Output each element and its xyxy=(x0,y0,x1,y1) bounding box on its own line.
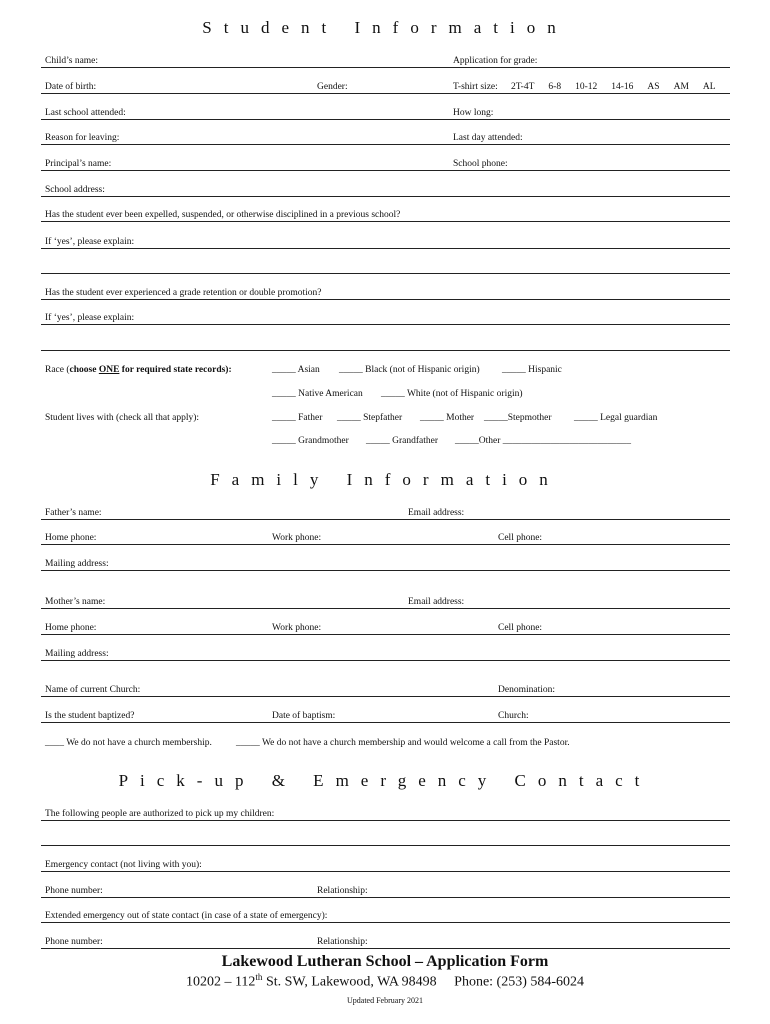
pickup-emergency-heading: Pick-up & Emergency Contact xyxy=(118,771,652,790)
school-address-field[interactable] xyxy=(41,196,730,197)
child-name-label: Child’s name: xyxy=(45,56,99,66)
tshirt-option[interactable]: 2T-4T xyxy=(511,82,535,92)
no-membership-option[interactable]: ____ We do not have a church membership. xyxy=(45,738,212,748)
explain-label-2: If ‘yes’, please explain: xyxy=(45,313,135,323)
authorized-pickup-field-2[interactable] xyxy=(41,845,730,846)
tshirt-option[interactable]: 10-12 xyxy=(575,82,598,92)
retention-question: Has the student ever experienced a grade retention or double promotion? xyxy=(45,288,322,298)
emergency-phone-field[interactable] xyxy=(41,897,730,898)
extended-contact-field[interactable] xyxy=(41,922,730,923)
extended-phone-field[interactable] xyxy=(41,948,730,949)
lives-stepfather[interactable]: _____ Stepfather xyxy=(337,413,403,423)
expelled-question: Has the student ever been expelled, suspended, or otherwise disciplined in a previous school? xyxy=(45,210,401,220)
explain-field-1[interactable] xyxy=(41,248,730,249)
last-school-label: Last school attended: xyxy=(45,108,126,118)
explain-field-2[interactable] xyxy=(41,324,730,325)
extended-phone-label: Phone number: xyxy=(45,937,103,947)
explain-label-1: If ‘yes’, please explain: xyxy=(45,237,135,247)
last-day-label: Last day attended: xyxy=(453,133,523,143)
lives-stepmother[interactable]: _____Stepmother xyxy=(484,413,552,423)
authorized-pickup-field[interactable] xyxy=(41,820,730,821)
emergency-relationship-label: Relationship: xyxy=(317,886,368,896)
expelled-field[interactable] xyxy=(41,221,730,222)
father-name-label: Father’s name: xyxy=(45,508,102,518)
tshirt-option[interactable]: 14-16 xyxy=(611,82,634,92)
student-information-heading: Student Information xyxy=(202,18,568,37)
footer-updated: Updated February 2021 xyxy=(347,996,423,1005)
authorized-pickup-label: The following people are authorized to pick up my children: xyxy=(45,809,275,819)
tshirt-option[interactable]: 6-8 xyxy=(548,82,562,92)
reason-leaving-label: Reason for leaving: xyxy=(45,133,120,143)
explain-field-2b[interactable] xyxy=(41,350,730,351)
footer-phone: Phone: (253) 584-6024 xyxy=(454,974,585,990)
tshirt-size-options[interactable] xyxy=(511,81,716,93)
principal-name-field[interactable] xyxy=(41,170,730,171)
father-mailing-field[interactable] xyxy=(41,570,730,571)
mother-name-field[interactable] xyxy=(41,608,730,609)
mother-mailing-label: Mailing address: xyxy=(45,649,109,659)
mother-mailing-field[interactable] xyxy=(41,660,730,661)
no-membership-call-option[interactable]: _____ We do not have a church membership and would welcome a call from the Pastor. xyxy=(236,738,570,748)
application-grade-label: Application for grade: xyxy=(453,56,538,66)
gender-label: Gender: xyxy=(317,82,348,92)
tshirt-size-label: T-shirt size: xyxy=(453,82,498,92)
mother-name-label: Mother’s name: xyxy=(45,597,106,607)
father-mailing-label: Mailing address: xyxy=(45,559,109,569)
father-home-phone-label: Home phone: xyxy=(45,533,97,543)
race-option-asian[interactable]: _____ Asian xyxy=(272,365,320,375)
emergency-contact-field[interactable] xyxy=(41,871,730,872)
lives-with-label: Student lives with (check all that apply): xyxy=(45,413,200,423)
father-cell-phone-label: Cell phone: xyxy=(498,533,543,543)
emergency-contact-label: Emergency contact (not living with you): xyxy=(45,860,202,870)
footer-address: 10202 – 112th St. SW, Lakewood, WA 98498 Phone: (253) 584-6024 xyxy=(185,972,585,990)
lives-legal-guardian[interactable]: _____ Legal guardian xyxy=(574,413,658,423)
dob-label: Date of birth: xyxy=(45,82,97,92)
retention-field[interactable] xyxy=(41,299,730,300)
baptism-field[interactable] xyxy=(41,722,730,723)
extended-contact-label: Extended emergency out of state contact (in case of a state of emergency): xyxy=(45,911,328,921)
mother-email-label: Email address: xyxy=(408,597,465,607)
race-option-white[interactable]: _____ White (not of Hispanic origin) xyxy=(381,389,523,399)
race-option-hispanic[interactable]: _____ Hispanic xyxy=(502,365,562,375)
explain-field-1b[interactable] xyxy=(41,273,730,274)
mother-home-phone-label: Home phone: xyxy=(45,623,97,633)
lives-grandfather[interactable]: _____ Grandfather xyxy=(366,436,439,446)
father-email-label: Email address: xyxy=(408,508,465,518)
baptism-church-label: Church: xyxy=(498,711,529,721)
tshirt-option[interactable]: AM xyxy=(673,82,689,92)
principal-name-label: Principal’s name: xyxy=(45,159,112,169)
school-address-label: School address: xyxy=(45,185,105,195)
lives-grandmother[interactable]: _____ Grandmother xyxy=(272,436,349,446)
denomination-label: Denomination: xyxy=(498,685,555,695)
lives-father[interactable]: _____ Father xyxy=(272,413,323,423)
church-name-field[interactable] xyxy=(41,696,730,697)
race-option-native-american[interactable]: _____ Native American xyxy=(272,389,363,399)
mother-phone-field[interactable] xyxy=(41,634,730,635)
lives-other[interactable]: _____Other ___________________________ xyxy=(455,436,632,446)
tshirt-option[interactable]: AS xyxy=(647,82,660,92)
dob-field[interactable] xyxy=(41,93,730,94)
emergency-phone-label: Phone number: xyxy=(45,886,103,896)
baptized-label: Is the student baptized? xyxy=(45,711,135,721)
father-phone-field[interactable] xyxy=(41,544,730,545)
father-work-phone-label: Work phone: xyxy=(272,533,322,543)
how-long-label: How long: xyxy=(453,108,494,118)
tshirt-option[interactable]: AL xyxy=(702,82,716,92)
mother-cell-phone-label: Cell phone: xyxy=(498,623,543,633)
mother-work-phone-label: Work phone: xyxy=(272,623,322,633)
race-option-black[interactable]: _____ Black (not of Hispanic origin) xyxy=(339,365,480,375)
baptism-date-label: Date of baptism: xyxy=(272,711,336,721)
church-name-label: Name of current Church: xyxy=(45,685,141,695)
race-label: Race (choose ONE for required state records): xyxy=(45,365,232,375)
lives-mother[interactable]: _____ Mother xyxy=(420,413,475,423)
school-phone-label: School phone: xyxy=(453,159,508,169)
child-name-field[interactable] xyxy=(41,67,730,68)
family-information-heading: Family Information xyxy=(210,470,560,489)
last-school-field[interactable] xyxy=(41,119,730,120)
reason-leaving-field[interactable] xyxy=(41,144,730,145)
extended-relationship-label: Relationship: xyxy=(317,937,368,947)
father-name-field[interactable] xyxy=(41,519,730,520)
footer-title: Lakewood Lutheran School – Application Form xyxy=(221,953,549,970)
